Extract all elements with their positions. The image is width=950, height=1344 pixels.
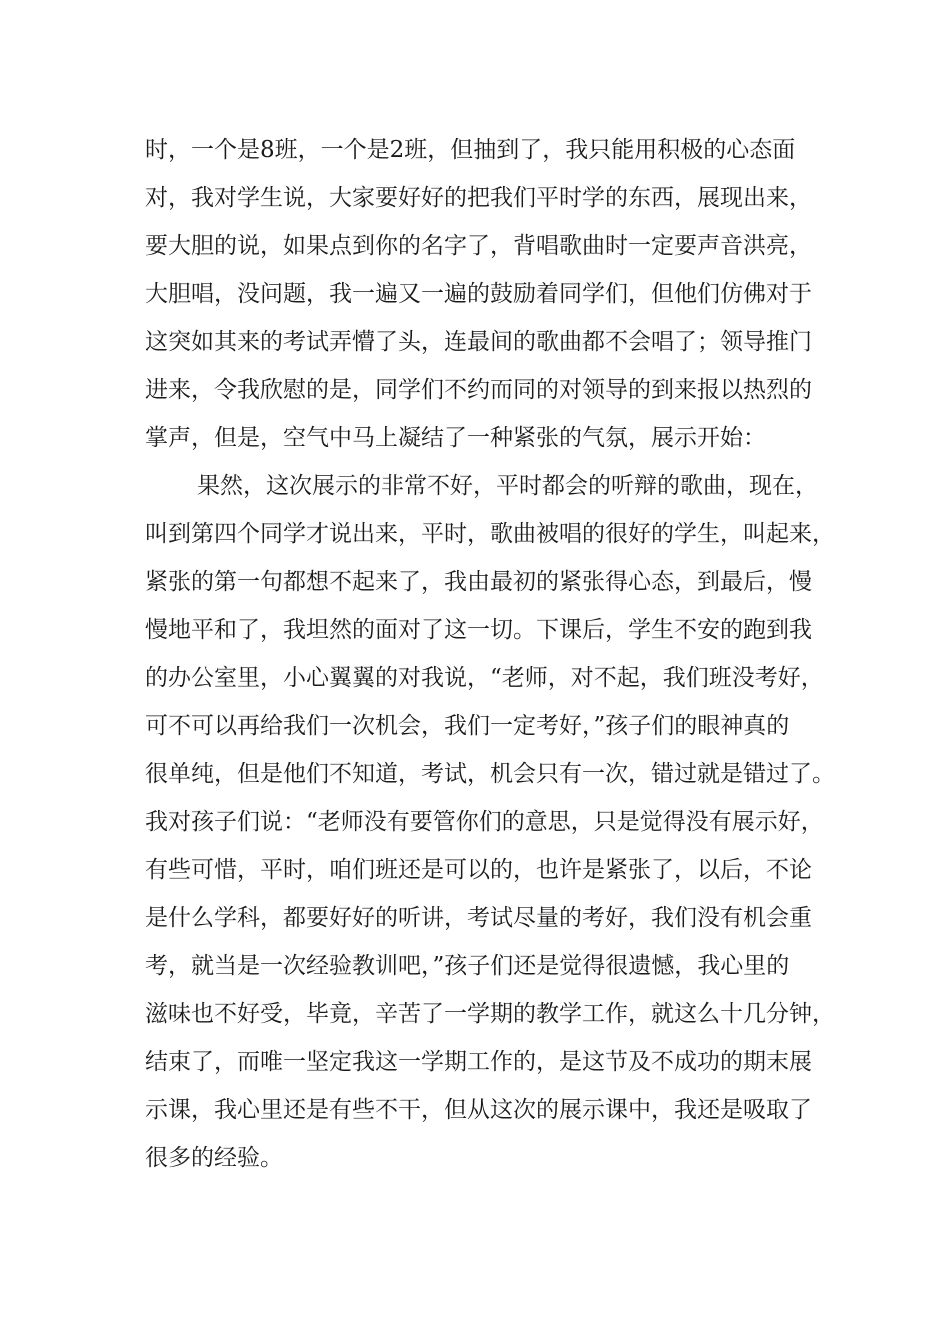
text-line: 进来，令我欣慰的是，同学们不约而同的对领导的到来报以热烈的 [145,377,812,403]
document-body [145,126,835,1182]
text-line: 是什么学科，都要好好的听讲，考试尽量的考好，我们没有机会重 [145,905,812,931]
text-line: 滋味也不好受，毕竟，辛苦了一学期的教学工作，就这么十几分钟， [145,1001,835,1027]
text-line: 有些可惜，平时，咱们班还是可以的，也许是紧张了，以后，不论 [145,857,812,883]
text-line: 考，就当是一次经验教训吧，”孩子们还是觉得很遗憾，我心里的 [145,953,790,979]
text-line-indented: 果然，这次展示的非常不好，平时都会的听辩的歌曲，现在， [197,473,818,499]
paragraph-1 [145,126,812,462]
paragraph-2 [145,462,835,1182]
text-line: 的办公室里，小心翼翼的对我说，“老师，对不起，我们班没考好， [145,665,824,691]
text-line: 叫到第四个同学才说出来，平时，歌曲被唱的很好的学生，叫起来， [145,521,835,547]
text-line: 结束了，而唯一坚定我这一学期工作的，是这节及不成功的期末展 [145,1049,812,1075]
text-line: 我对孩子们说：“老师没有要管你们的意思，只是觉得没有展示好， [145,809,824,835]
text-line: 大胆唱，没问题，我一遍又一遍的鼓励着同学们，但他们仿佛对于 [145,281,812,307]
text-line: 对，我对学生说，大家要好好的把我们平时学的东西，展现出来， [145,185,812,211]
text-line: 紧张的第一句都想不起来了，我由最初的紧张得心态，到最后，慢 [145,569,812,595]
text-line: 很多的经验。 [145,1145,283,1171]
text-line: 慢地平和了，我坦然的面对了这一切。下课后，学生不安的跑到我 [145,617,812,643]
text-line: 时，一个是8班，一个是2班，但抽到了，我只能用积极的心态面 [145,137,796,163]
text-line: 掌声，但是，空气中马上凝结了一种紧张的气氛，展示开始： [145,425,766,451]
text-line: 要大胆的说，如果点到你的名字了，背唱歌曲时一定要声音洪亮， [145,233,812,259]
text-line: 很单纯，但是他们不知道，考试，机会只有一次，错过就是错过了。 [145,761,835,787]
text-line: 示课，我心里还是有些不干，但从这次的展示课中，我还是吸取了 [145,1097,812,1123]
text-line: 这突如其来的考试弄懵了头，连最间的歌曲都不会唱了；领导推门 [145,329,812,355]
text-line: 可不可以再给我们一次机会，我们一定考好，”孩子们的眼神真的 [145,713,790,739]
